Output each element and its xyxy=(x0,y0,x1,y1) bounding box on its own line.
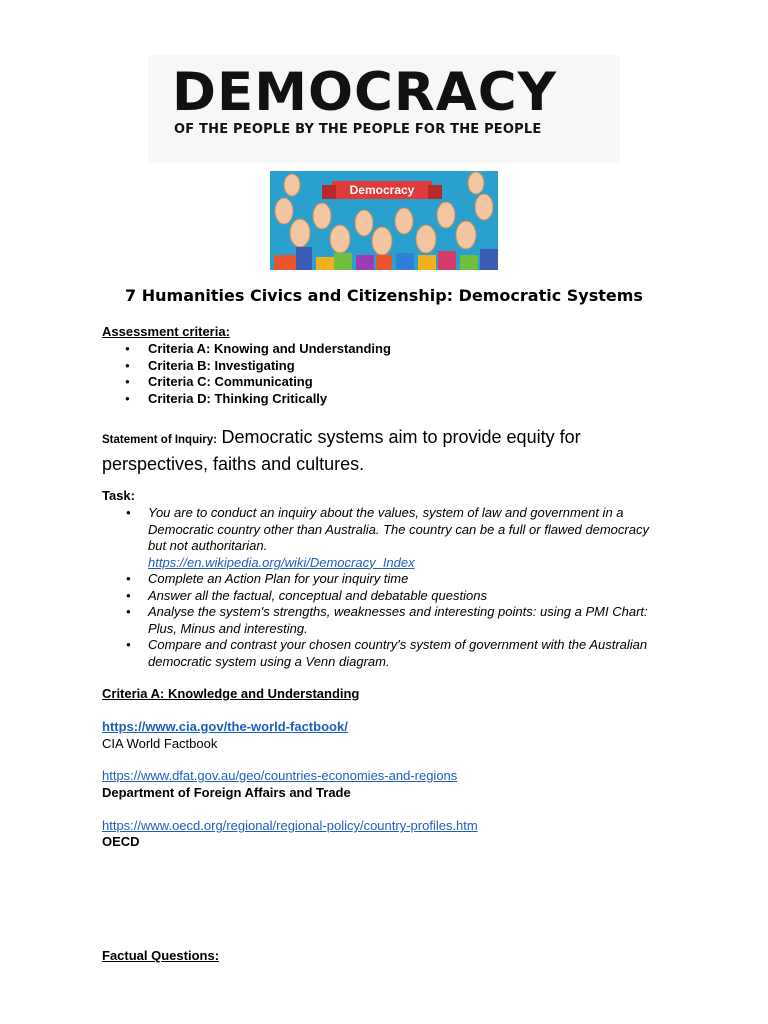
factual-questions-heading: Factual Questions: xyxy=(102,948,220,963)
task-text: but not authoritarian. xyxy=(148,538,268,553)
democracy-banner-image xyxy=(270,171,498,270)
list-item xyxy=(102,505,722,571)
inquiry-text-line2: perspectives, faiths and cultures. xyxy=(102,454,365,474)
task-heading: Task: xyxy=(102,488,135,503)
logo-word: DEMOCRACY xyxy=(172,62,557,123)
task-list xyxy=(102,505,722,670)
list-item: • Complete an Action Plan for your inquiry time xyxy=(102,571,722,588)
oecd-link[interactable]: https://www.oecd.org/regional/regional-policy/country-profiles.htm xyxy=(102,818,478,833)
list-item: • Answer all the factual, conceptual and debatable questions xyxy=(102,588,722,605)
task-text: Democratic country other than Australia. The country can be a full or flawed democracy xyxy=(148,521,649,537)
logo-tagline: OF THE PEOPLE BY THE PEOPLE FOR THE PEOPLE xyxy=(174,122,542,137)
inquiry-label: Statement of Inquiry: xyxy=(102,434,218,446)
page-title: 7 Humanities Civics and Citizenship: Democratic Systems xyxy=(125,286,643,305)
cia-factbook-link[interactable]: https://www.cia.gov/the-world-factbook/ xyxy=(102,719,348,734)
inquiry-text-line1: Democratic systems aim to provide equity for xyxy=(221,427,581,447)
democracy-index-link[interactable]: https://en.wikipedia.org/wiki/Democracy_Index xyxy=(148,554,415,570)
statement-of-inquiry xyxy=(102,425,722,478)
task-text: Compare and contrast your chosen country's system of government with the Australian xyxy=(148,637,648,652)
list-item xyxy=(102,637,722,670)
task-text: Plus, Minus and interesting. xyxy=(148,620,308,636)
criteria-a-heading: Criteria A: Knowledge and Understanding xyxy=(102,686,360,701)
list-item: ● Criteria C: Communicating xyxy=(102,374,702,391)
task-text: Analyse the system's strengths, weaknesses and interesting points: using a PMI Chart: xyxy=(148,604,648,619)
list-item: ● Criteria D: Thinking Critically xyxy=(102,391,702,408)
resource-name: CIA World Factbook xyxy=(102,736,218,751)
task-text: democratic system using a Venn diagram. xyxy=(148,653,390,669)
banner-ribbon-label: Democracy xyxy=(332,181,432,199)
list-item: ● Criteria A: Knowing and Understanding xyxy=(102,341,702,358)
democracy-logo xyxy=(148,55,620,163)
task-text: You are to conduct an inquiry about the values, system of law and government in a xyxy=(148,505,624,520)
list-item: ● Criteria B: Investigating xyxy=(102,358,702,375)
dfat-link[interactable]: https://www.dfat.gov.au/geo/countries-economies-and-regions xyxy=(102,768,458,783)
resource-name: Department of Foreign Affairs and Trade xyxy=(102,785,351,800)
resource-name: OECD xyxy=(102,834,140,849)
assessment-heading: Assessment criteria: xyxy=(102,324,230,339)
list-item xyxy=(102,604,722,637)
assessment-criteria-list xyxy=(102,341,702,407)
